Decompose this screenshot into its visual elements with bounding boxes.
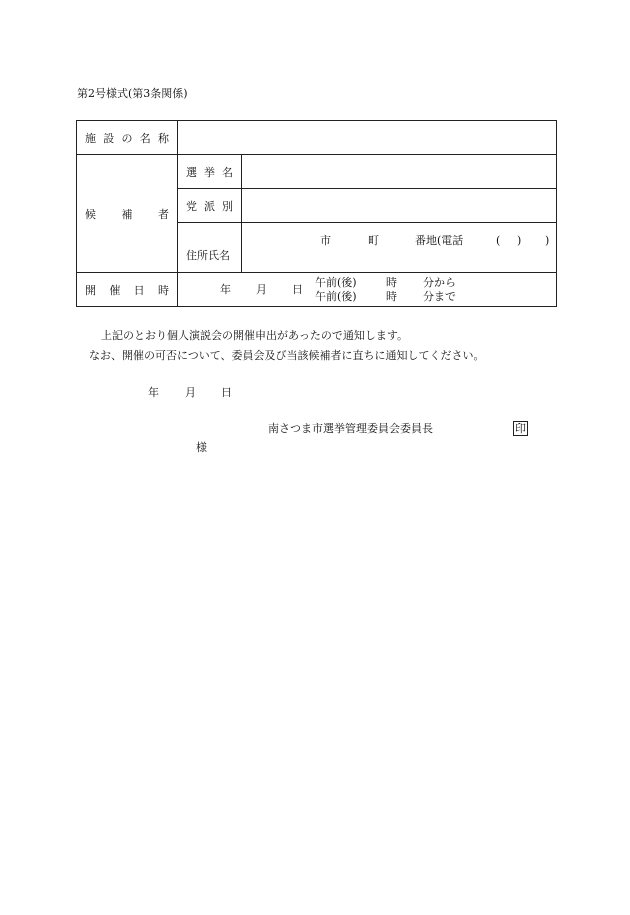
- address-name-label-cell: [178, 223, 242, 273]
- end-hour: 時: [386, 290, 397, 303]
- party-char-1: 党: [186, 199, 197, 213]
- address-name-field[interactable]: [242, 223, 557, 273]
- date-time-char-3: 日: [133, 283, 145, 297]
- issue-month: 月: [185, 386, 196, 399]
- start-min: 分から: [423, 276, 456, 289]
- event-year: 年: [220, 283, 231, 296]
- end-min: 分まで: [423, 290, 456, 303]
- phone-area-open-paren: (: [496, 234, 501, 247]
- facility-name-char-4: 名: [139, 131, 151, 145]
- election-name-char-1: 選: [186, 165, 197, 179]
- election-name-label-cell: [178, 155, 242, 189]
- signatory-title: 南さつま市選挙管理委員会委員長: [268, 422, 433, 435]
- start-ampm: 午前(後): [315, 276, 357, 289]
- event-day: 日: [292, 283, 303, 296]
- seal-mark: 印: [515, 422, 526, 435]
- party-label-cell: [178, 189, 242, 223]
- election-name-field[interactable]: [242, 155, 557, 189]
- facility-name-char-2: 設: [103, 131, 115, 145]
- facility-name-char-1: 施: [85, 131, 96, 145]
- address-city: 市: [320, 234, 331, 247]
- candidate-char-2: 補: [121, 207, 133, 221]
- candidate-char-1: 候: [85, 207, 96, 221]
- facility-name-field[interactable]: [178, 121, 557, 155]
- facility-name-label-cell: [77, 121, 178, 155]
- end-ampm: 午前(後): [315, 290, 357, 303]
- issue-day: 日: [221, 386, 232, 399]
- body-line-1: 上記のとおり個人演説会の開催申出があったので通知します。: [101, 329, 409, 342]
- date-time-char-4: 時: [157, 283, 169, 297]
- form-number: 第2号様式(第3条関係): [77, 87, 188, 100]
- start-hour: 時: [386, 276, 397, 289]
- notice-form-table: [76, 120, 557, 307]
- phone-area-close-paren: ): [517, 234, 522, 247]
- party-field[interactable]: [242, 189, 557, 223]
- date-time-char-1: 開: [85, 283, 96, 297]
- address-town: 町: [368, 234, 379, 247]
- party-char-2: 派: [204, 199, 215, 213]
- address-name-label: 住所氏名: [186, 248, 230, 262]
- candidate-char-3: 者: [158, 207, 169, 221]
- date-time-field[interactable]: [178, 273, 557, 307]
- date-time-label-cell: [77, 273, 178, 307]
- issue-year: 年: [148, 386, 159, 399]
- date-time-char-2: 催: [109, 283, 121, 297]
- address-lot-phone: 番地(電話: [415, 234, 464, 247]
- event-month: 月: [256, 283, 267, 296]
- phone-end-paren: ): [545, 234, 550, 247]
- candidate-label-cell: [77, 155, 178, 273]
- election-name-char-2: 挙: [204, 165, 215, 179]
- body-line-2: なお、開催の可否について、委員会及び当該候補者に直ちに通知してください。: [89, 349, 485, 362]
- addressee-suffix: 様: [196, 441, 207, 454]
- facility-name-label: [77, 130, 177, 146]
- facility-name-char-3: の: [121, 131, 133, 145]
- election-name-char-3: 名: [222, 165, 233, 179]
- party-char-3: 別: [222, 199, 233, 213]
- facility-name-char-5: 称: [158, 131, 169, 145]
